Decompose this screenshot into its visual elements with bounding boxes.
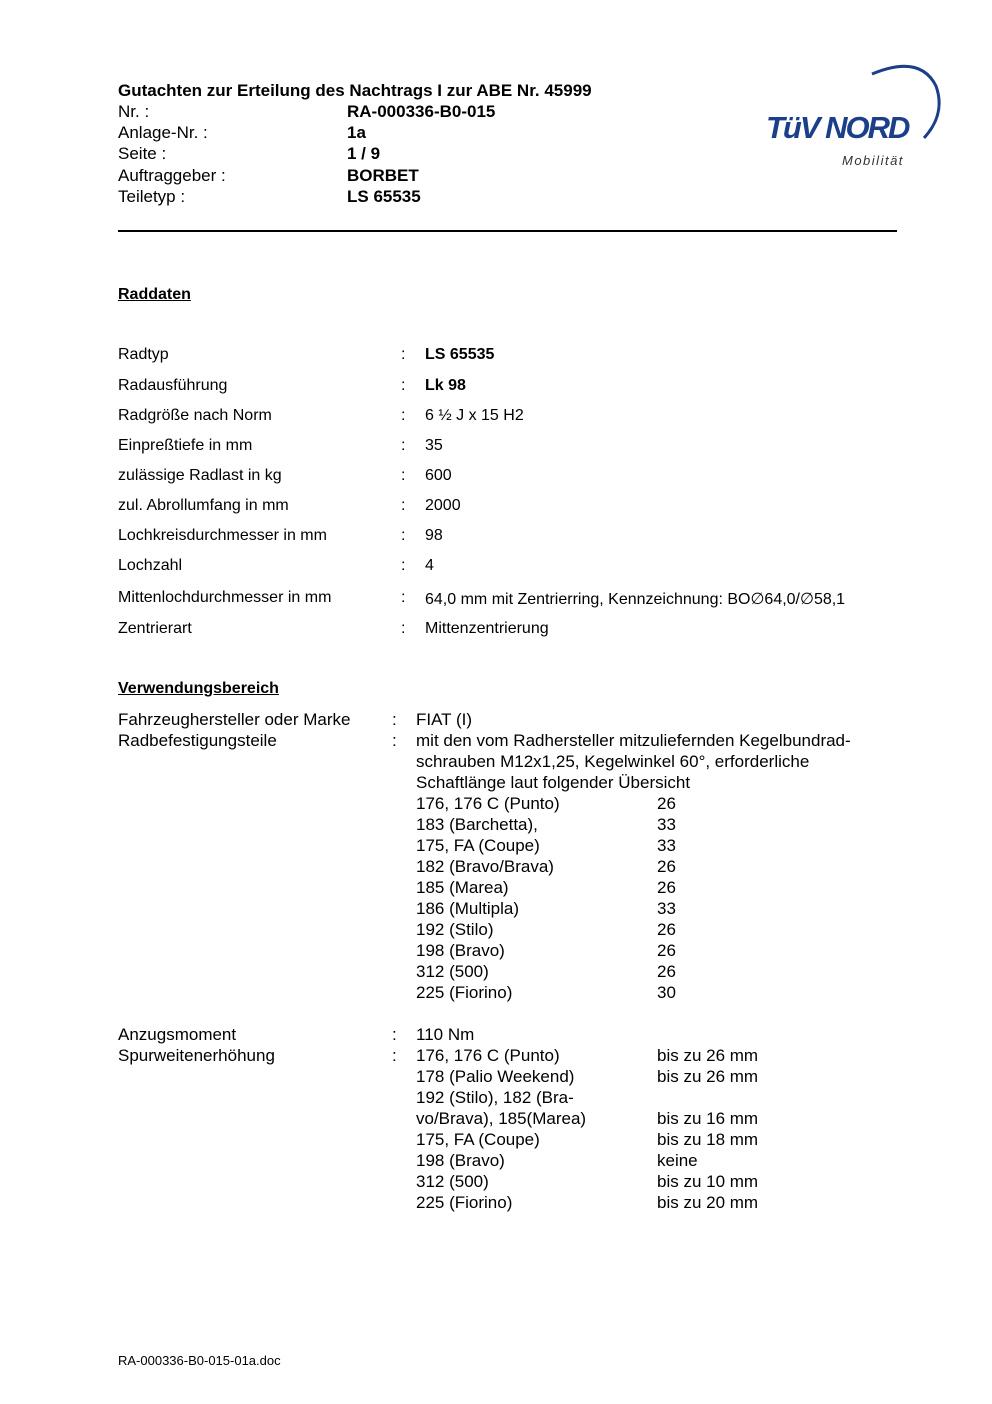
raddaten-label: zul. Abrollumfang in mm: [118, 497, 289, 514]
raddaten-label: Radtyp: [118, 346, 169, 363]
colon: :: [401, 377, 406, 394]
schaft-value: 30: [657, 983, 676, 1002]
colon: :: [392, 1025, 397, 1044]
header-value-nr: RA-000336-B0-015: [347, 102, 496, 121]
raddaten-label: Lochkreisdurchmesser in mm: [118, 527, 327, 544]
section-heading-verwendungsbereich: Verwendungsbereich: [118, 680, 279, 697]
spur-value: bis zu 18 mm: [657, 1130, 759, 1149]
schaft-value: 33: [657, 899, 676, 918]
schaft-model: 176, 176 C (Punto): [416, 794, 560, 813]
header-label-nr: Nr. :: [118, 102, 150, 121]
spur-value: bis zu 20 mm: [657, 1193, 759, 1212]
raddaten-label: zulässige Radlast in kg: [118, 467, 282, 484]
raddaten-value: 35: [425, 437, 443, 454]
header-divider: [118, 230, 897, 232]
schaft-model: 198 (Bravo): [416, 941, 505, 960]
spur-model: vo/Brava), 185(Marea): [416, 1109, 587, 1128]
colon: :: [401, 527, 406, 544]
spur-model: 175, FA (Coupe): [416, 1130, 540, 1149]
colon: :: [401, 620, 406, 637]
raddaten-value: 98: [425, 527, 443, 544]
raddaten-value: LS 65535: [425, 346, 495, 363]
spur-model: 198 (Bravo): [416, 1151, 505, 1170]
schaft-model: 312 (500): [416, 962, 489, 981]
raddaten-value: 4: [425, 557, 434, 574]
spur-value: bis zu 10 mm: [657, 1172, 759, 1191]
footer-filename: RA-000336-B0-015-01a.doc: [118, 1353, 281, 1368]
raddaten-label: Zentrierart: [118, 620, 192, 637]
raddaten-label: Mittenlochdurchmesser in mm: [118, 589, 332, 606]
spur-value: bis zu 26 mm: [657, 1067, 759, 1086]
colon: :: [392, 1046, 397, 1065]
raddaten-label: Lochzahl: [118, 557, 183, 574]
schaft-value: 26: [657, 857, 676, 876]
colon: :: [392, 731, 397, 750]
raddaten-label: Einpreßtiefe in mm: [118, 437, 253, 454]
schaft-value: 33: [657, 815, 676, 834]
spurweite-label: Spurweitenerhöhung: [118, 1046, 275, 1065]
logo-wordmark: TüV NORD: [766, 110, 909, 145]
spur-value: bis zu 16 mm: [657, 1109, 759, 1128]
schaft-value: 26: [657, 941, 676, 960]
spur-model: 176, 176 C (Punto): [416, 1046, 560, 1065]
raddaten-value: 2000: [425, 497, 461, 514]
anzugsmoment-label: Anzugsmoment: [118, 1025, 237, 1044]
schaft-model: 182 (Bravo/Brava): [416, 857, 554, 876]
befestigung-line: mit den vom Radhersteller mitzuliefernden Kegelbundrad-: [416, 731, 851, 750]
spur-value: bis zu 26 mm: [657, 1046, 759, 1065]
spur-model: 192 (Stilo), 182 (Bra-: [416, 1088, 574, 1107]
hersteller-label: Fahrzeughersteller oder Marke: [118, 710, 351, 729]
colon: :: [401, 497, 406, 514]
schaft-value: 26: [657, 920, 676, 939]
section-heading-raddaten: Raddaten: [118, 286, 191, 303]
schaft-model: 175, FA (Coupe): [416, 836, 540, 855]
header-value-anlage: 1a: [347, 123, 366, 142]
schaft-model: 183 (Barchetta),: [416, 815, 538, 834]
raddaten-value: 64,0 mm mit Zentrierring, Kennzeichnung: BO∅64,0/∅58,1: [425, 591, 846, 608]
colon: :: [401, 557, 406, 574]
header-label-auftraggeber: Auftraggeber :: [118, 166, 226, 185]
header-label-teiletyp: Teiletyp :: [118, 187, 186, 206]
befestigung-line: schrauben M12x1,25, Kegelwinkel 60°, erforderliche: [416, 752, 810, 771]
raddaten-value: 6 ½ J x 15 H2: [425, 407, 524, 424]
logo-subtitle: Mobilität: [842, 153, 904, 168]
schaft-model: 225 (Fiorino): [416, 983, 513, 1002]
befestigung-label: Radbefestigungsteile: [118, 731, 277, 750]
raddaten-value: 600: [425, 467, 452, 484]
raddaten-value: Mittenzentrierung: [425, 620, 549, 637]
tuev-nord-logo: [760, 56, 945, 174]
document-title: Gutachten zur Erteilung des Nachtrags I zur ABE Nr. 45999: [118, 81, 592, 100]
header-label-seite: Seite :: [118, 144, 167, 163]
header-label-anlage: Anlage-Nr. :: [118, 123, 208, 142]
schaft-value: 26: [657, 878, 676, 897]
spur-model: 225 (Fiorino): [416, 1193, 513, 1212]
schaft-value: 33: [657, 836, 676, 855]
spur-model: 312 (500): [416, 1172, 489, 1191]
raddaten-label: Radausführung: [118, 377, 228, 394]
header-value-auftraggeber: BORBET: [347, 166, 419, 185]
raddaten-value: Lk 98: [425, 377, 466, 394]
hersteller-value: FIAT (I): [416, 710, 473, 729]
colon: :: [392, 710, 397, 729]
header-value-seite: 1 / 9: [347, 144, 381, 163]
schaft-model: 185 (Marea): [416, 878, 509, 897]
colon: :: [401, 467, 406, 484]
schaft-value: 26: [657, 962, 676, 981]
colon: :: [401, 589, 406, 606]
raddaten-label: Radgröße nach Norm: [118, 407, 272, 424]
schaft-value: 26: [657, 794, 676, 813]
colon: :: [401, 407, 406, 424]
colon: :: [401, 437, 406, 454]
spur-model: 178 (Palio Weekend): [416, 1067, 575, 1086]
befestigung-line: Schaftlänge laut folgender Übersicht: [416, 773, 691, 792]
header-value-teiletyp: LS 65535: [347, 187, 421, 206]
anzugsmoment-value: 110 Nm: [416, 1025, 475, 1044]
colon: :: [401, 346, 406, 363]
schaft-model: 192 (Stilo): [416, 920, 494, 939]
schaft-model: 186 (Multipla): [416, 899, 519, 918]
spur-value: keine: [657, 1151, 698, 1170]
